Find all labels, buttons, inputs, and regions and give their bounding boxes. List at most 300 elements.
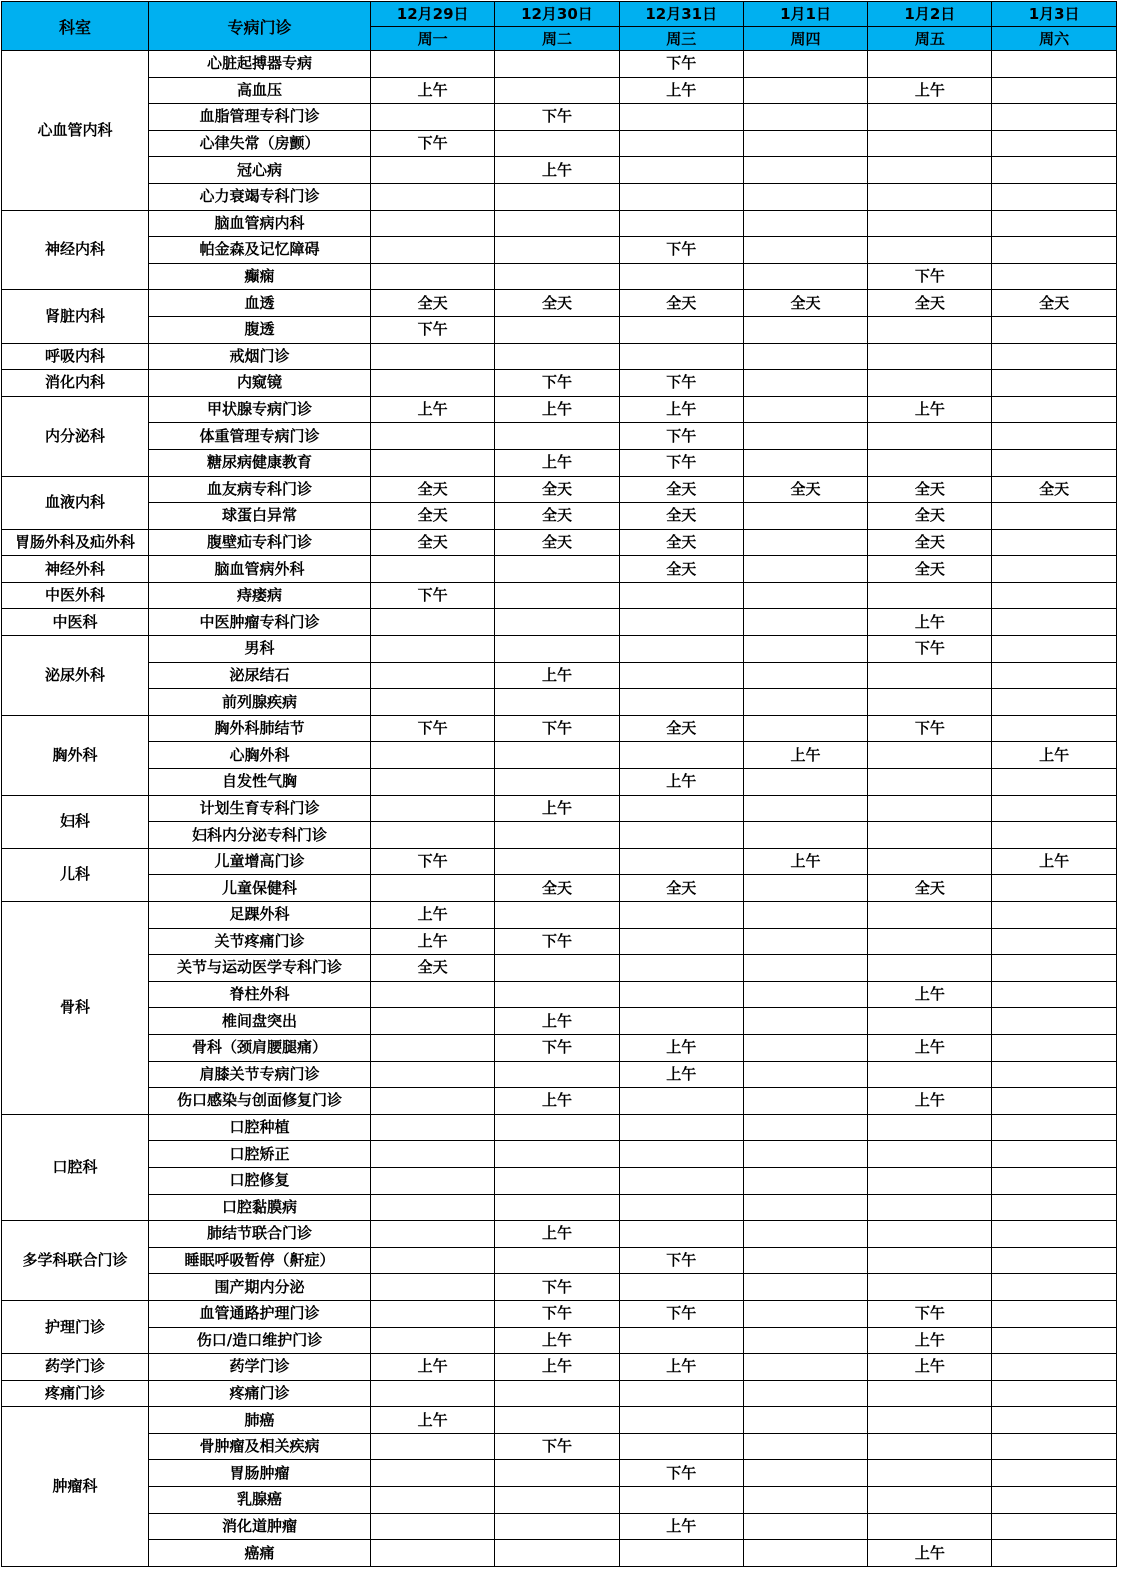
schedule-slot-cell: 全天 <box>992 476 1116 503</box>
table-row <box>2 822 1117 849</box>
schedule-slot-cell <box>868 1167 992 1194</box>
clinic-name-cell: 甲状腺专病门诊 <box>149 396 371 423</box>
schedule-slot-cell: 下午 <box>868 263 992 290</box>
table-row <box>2 449 1117 476</box>
table-row <box>2 51 1117 78</box>
schedule-slot-cell <box>495 1487 619 1514</box>
schedule-slot-cell <box>619 183 743 210</box>
schedule-slot-cell: 上午 <box>495 1354 619 1381</box>
table-row <box>2 689 1117 716</box>
department-cell: 血液内科 <box>2 476 149 529</box>
schedule-slot-cell <box>868 130 992 157</box>
schedule-slot-cell <box>619 1380 743 1407</box>
department-cell: 内分泌科 <box>2 396 149 476</box>
schedule-slot-cell <box>743 636 867 663</box>
schedule-slot-cell <box>619 1327 743 1354</box>
schedule-slot-cell <box>371 1114 495 1141</box>
schedule-slot-cell: 全天 <box>868 556 992 583</box>
schedule-slot-cell <box>495 210 619 237</box>
table-row <box>2 795 1117 822</box>
schedule-slot-cell: 上午 <box>371 1407 495 1434</box>
schedule-slot-cell <box>743 689 867 716</box>
clinic-name-cell: 脊柱外科 <box>149 981 371 1008</box>
schedule-slot-cell <box>868 1380 992 1407</box>
schedule-slot-cell <box>371 822 495 849</box>
schedule-slot-cell: 下午 <box>619 1247 743 1274</box>
schedule-slot-cell <box>992 795 1116 822</box>
schedule-slot-cell <box>743 1407 867 1434</box>
schedule-slot-cell <box>371 1247 495 1274</box>
schedule-slot-cell <box>371 157 495 184</box>
schedule-slot-cell <box>495 848 619 875</box>
schedule-slot-cell <box>371 449 495 476</box>
schedule-slot-cell <box>371 1300 495 1327</box>
table-row <box>2 1061 1117 1088</box>
weekday-header: 周三 <box>619 26 743 51</box>
schedule-slot-cell: 全天 <box>495 875 619 902</box>
schedule-slot-cell <box>868 343 992 370</box>
table-row <box>2 1008 1117 1035</box>
table-row <box>2 1221 1117 1248</box>
schedule-slot-cell <box>992 237 1116 264</box>
clinic-name-cell: 帕金森及记忆障碍 <box>149 237 371 264</box>
schedule-slot-cell <box>743 343 867 370</box>
clinic-name-cell: 伤口感染与创面修复门诊 <box>149 1088 371 1115</box>
schedule-slot-cell <box>619 130 743 157</box>
schedule-slot-cell <box>992 1061 1116 1088</box>
schedule-slot-cell <box>992 1247 1116 1274</box>
schedule-slot-cell <box>868 769 992 796</box>
schedule-slot-cell <box>371 556 495 583</box>
department-cell: 儿科 <box>2 848 149 901</box>
schedule-slot-cell <box>992 370 1116 397</box>
table-row <box>2 1327 1117 1354</box>
schedule-slot-cell <box>743 423 867 450</box>
schedule-slot-cell <box>743 51 867 78</box>
schedule-slot-cell <box>992 1354 1116 1381</box>
table-row <box>2 1247 1117 1274</box>
clinic-name-cell: 冠心病 <box>149 157 371 184</box>
table-row <box>2 370 1117 397</box>
schedule-slot-cell <box>495 955 619 982</box>
schedule-slot-cell <box>743 130 867 157</box>
schedule-slot-cell: 下午 <box>868 1300 992 1327</box>
schedule-slot-cell <box>992 1513 1116 1540</box>
dept-column-header: 科室 <box>2 2 149 51</box>
schedule-slot-cell <box>619 1221 743 1248</box>
table-row <box>2 1487 1117 1514</box>
schedule-slot-cell <box>619 955 743 982</box>
schedule-slot-cell <box>868 1194 992 1221</box>
clinic-name-cell: 血友病专科门诊 <box>149 476 371 503</box>
schedule-slot-cell <box>743 396 867 423</box>
schedule-slot-cell <box>371 609 495 636</box>
schedule-slot-cell <box>371 1460 495 1487</box>
schedule-slot-cell <box>619 157 743 184</box>
date-header: 12月30日 <box>495 2 619 27</box>
schedule-slot-cell <box>992 1274 1116 1301</box>
schedule-slot-cell <box>992 1034 1116 1061</box>
schedule-slot-cell: 上午 <box>868 609 992 636</box>
department-cell: 胃肠外科及疝外科 <box>2 529 149 556</box>
clinic-name-cell: 胸外科肺结节 <box>149 715 371 742</box>
date-header: 1月2日 <box>868 2 992 27</box>
schedule-slot-cell: 下午 <box>371 130 495 157</box>
schedule-slot-cell <box>495 1167 619 1194</box>
schedule-slot-cell <box>992 1460 1116 1487</box>
schedule-slot-cell <box>619 848 743 875</box>
weekday-header: 周二 <box>495 26 619 51</box>
schedule-slot-cell <box>371 875 495 902</box>
schedule-slot-cell <box>371 662 495 689</box>
clinic-name-cell: 关节疼痛门诊 <box>149 928 371 955</box>
department-cell: 疼痛门诊 <box>2 1380 149 1407</box>
schedule-slot-cell: 下午 <box>371 582 495 609</box>
schedule-slot-cell: 上午 <box>495 157 619 184</box>
schedule-slot-cell: 上午 <box>495 795 619 822</box>
schedule-slot-cell <box>743 1460 867 1487</box>
schedule-slot-cell: 下午 <box>495 104 619 131</box>
weekday-header: 周五 <box>868 26 992 51</box>
schedule-slot-cell <box>992 130 1116 157</box>
clinic-name-cell: 妇科内分泌专科门诊 <box>149 822 371 849</box>
schedule-slot-cell <box>743 210 867 237</box>
schedule-slot-cell <box>743 1380 867 1407</box>
schedule-slot-cell <box>371 689 495 716</box>
schedule-slot-cell <box>743 875 867 902</box>
schedule-slot-cell <box>371 1380 495 1407</box>
schedule-slot-cell: 全天 <box>619 529 743 556</box>
department-cell: 中医外科 <box>2 582 149 609</box>
schedule-slot-cell: 全天 <box>619 556 743 583</box>
schedule-slot-cell <box>743 1221 867 1248</box>
schedule-slot-cell: 全天 <box>619 290 743 317</box>
schedule-slot-cell <box>495 130 619 157</box>
schedule-slot-cell <box>743 1354 867 1381</box>
schedule-slot-cell <box>868 237 992 264</box>
clinic-name-cell: 口腔黏膜病 <box>149 1194 371 1221</box>
schedule-slot-cell <box>992 423 1116 450</box>
table-row <box>2 1513 1117 1540</box>
schedule-slot-cell <box>371 210 495 237</box>
weekday-header: 周六 <box>992 26 1116 51</box>
schedule-slot-cell <box>371 1034 495 1061</box>
schedule-slot-cell <box>371 1194 495 1221</box>
schedule-slot-cell <box>743 1327 867 1354</box>
table-row <box>2 1540 1117 1567</box>
schedule-slot-cell: 上午 <box>868 1354 992 1381</box>
clinic-name-cell: 男科 <box>149 636 371 663</box>
schedule-slot-cell: 上午 <box>371 1354 495 1381</box>
schedule-slot-cell <box>992 263 1116 290</box>
schedule-slot-cell <box>743 582 867 609</box>
schedule-slot-cell <box>495 742 619 769</box>
schedule-slot-cell <box>743 715 867 742</box>
schedule-slot-cell <box>992 582 1116 609</box>
schedule-slot-cell: 全天 <box>868 290 992 317</box>
schedule-slot-cell: 上午 <box>495 449 619 476</box>
schedule-slot-cell <box>619 689 743 716</box>
clinic-name-cell: 骨科（颈肩腰腿痛） <box>149 1034 371 1061</box>
clinic-name-cell: 心力衰竭专科门诊 <box>149 183 371 210</box>
schedule-slot-cell: 下午 <box>619 449 743 476</box>
schedule-slot-cell <box>868 449 992 476</box>
schedule-slot-cell <box>743 769 867 796</box>
schedule-slot-cell <box>743 928 867 955</box>
schedule-slot-cell: 全天 <box>371 529 495 556</box>
department-cell: 神经外科 <box>2 556 149 583</box>
schedule-slot-cell <box>868 742 992 769</box>
schedule-slot-cell <box>619 1540 743 1567</box>
table-row <box>2 1141 1117 1168</box>
clinic-name-cell: 血脂管理专科门诊 <box>149 104 371 131</box>
schedule-slot-cell <box>868 370 992 397</box>
schedule-slot-cell <box>495 183 619 210</box>
department-cell: 中医科 <box>2 609 149 636</box>
table-row <box>2 1354 1117 1381</box>
clinic-name-cell: 乳腺癌 <box>149 1487 371 1514</box>
department-cell: 妇科 <box>2 795 149 848</box>
schedule-slot-cell <box>495 1194 619 1221</box>
schedule-slot-cell: 上午 <box>868 981 992 1008</box>
schedule-slot-cell <box>495 636 619 663</box>
schedule-slot-cell: 上午 <box>371 77 495 104</box>
schedule-slot-cell <box>992 396 1116 423</box>
schedule-slot-cell <box>868 210 992 237</box>
schedule-slot-cell <box>619 343 743 370</box>
schedule-slot-cell <box>495 689 619 716</box>
schedule-slot-cell: 上午 <box>868 1327 992 1354</box>
schedule-slot-cell <box>992 1540 1116 1567</box>
table-row <box>2 1274 1117 1301</box>
schedule-slot-cell <box>992 1088 1116 1115</box>
schedule-slot-cell <box>868 662 992 689</box>
schedule-slot-cell <box>743 1114 867 1141</box>
schedule-slot-cell <box>495 1247 619 1274</box>
schedule-slot-cell <box>495 343 619 370</box>
schedule-slot-cell <box>992 343 1116 370</box>
table-row <box>2 529 1117 556</box>
clinic-column-header: 专病门诊 <box>149 2 371 51</box>
clinic-name-cell: 心胸外科 <box>149 742 371 769</box>
schedule-slot-cell <box>495 1114 619 1141</box>
schedule-slot-cell <box>495 316 619 343</box>
date-header: 12月29日 <box>371 2 495 27</box>
schedule-slot-cell: 上午 <box>619 1034 743 1061</box>
schedule-slot-cell <box>619 662 743 689</box>
schedule-slot-cell <box>743 1433 867 1460</box>
schedule-slot-cell <box>743 529 867 556</box>
schedule-slot-cell <box>992 715 1116 742</box>
schedule-slot-cell <box>495 423 619 450</box>
schedule-slot-cell: 上午 <box>619 396 743 423</box>
table-row <box>2 848 1117 875</box>
clinic-name-cell: 癫痫 <box>149 263 371 290</box>
table-row <box>2 77 1117 104</box>
schedule-slot-cell <box>495 77 619 104</box>
department-cell: 多学科联合门诊 <box>2 1221 149 1301</box>
department-cell: 骨科 <box>2 902 149 1115</box>
schedule-slot-cell <box>495 769 619 796</box>
department-cell: 胸外科 <box>2 715 149 795</box>
schedule-slot-cell: 全天 <box>868 875 992 902</box>
schedule-slot-cell <box>495 556 619 583</box>
department-cell: 护理门诊 <box>2 1300 149 1353</box>
schedule-slot-cell: 下午 <box>619 1460 743 1487</box>
schedule-slot-cell <box>619 1407 743 1434</box>
schedule-slot-cell <box>992 981 1116 1008</box>
schedule-slot-cell <box>495 263 619 290</box>
schedule-slot-cell <box>371 1141 495 1168</box>
schedule-slot-cell <box>743 609 867 636</box>
clinic-name-cell: 脑血管病外科 <box>149 556 371 583</box>
schedule-slot-cell <box>868 1460 992 1487</box>
schedule-slot-cell <box>868 1513 992 1540</box>
schedule-slot-cell <box>868 1433 992 1460</box>
clinic-name-cell: 胃肠肿瘤 <box>149 1460 371 1487</box>
schedule-slot-cell <box>868 1487 992 1514</box>
schedule-slot-cell <box>619 316 743 343</box>
schedule-slot-cell <box>495 822 619 849</box>
date-header: 1月3日 <box>992 2 1116 27</box>
schedule-slot-cell <box>371 51 495 78</box>
table-row <box>2 210 1117 237</box>
table-row <box>2 237 1117 264</box>
schedule-slot-cell: 上午 <box>868 396 992 423</box>
clinic-name-cell: 肩膝关节专病门诊 <box>149 1061 371 1088</box>
clinic-name-cell: 骨肿瘤及相关疾病 <box>149 1433 371 1460</box>
clinic-name-cell: 睡眠呼吸暂停（鼾症） <box>149 1247 371 1274</box>
clinic-name-cell: 自发性气胸 <box>149 769 371 796</box>
schedule-slot-cell: 下午 <box>619 51 743 78</box>
schedule-slot-cell <box>992 556 1116 583</box>
schedule-slot-cell: 下午 <box>495 1433 619 1460</box>
schedule-slot-cell: 全天 <box>868 503 992 530</box>
schedule-slot-cell <box>992 636 1116 663</box>
schedule-slot-cell: 全天 <box>495 476 619 503</box>
schedule-slot-cell <box>743 503 867 530</box>
schedule-slot-cell: 全天 <box>495 529 619 556</box>
schedule-slot-cell <box>619 210 743 237</box>
schedule-slot-cell <box>743 263 867 290</box>
schedule-slot-cell <box>992 1167 1116 1194</box>
department-cell: 消化内科 <box>2 370 149 397</box>
schedule-slot-cell <box>868 1008 992 1035</box>
clinic-name-cell: 足踝外科 <box>149 902 371 929</box>
schedule-slot-cell <box>743 902 867 929</box>
schedule-slot-cell <box>371 237 495 264</box>
schedule-slot-cell <box>992 689 1116 716</box>
clinic-name-cell: 癌痛 <box>149 1540 371 1567</box>
schedule-slot-cell <box>992 955 1116 982</box>
schedule-slot-cell <box>495 1513 619 1540</box>
schedule-slot-cell <box>743 1513 867 1540</box>
schedule-slot-cell <box>868 1247 992 1274</box>
schedule-slot-cell <box>371 1433 495 1460</box>
schedule-slot-cell: 下午 <box>371 715 495 742</box>
schedule-slot-cell: 全天 <box>619 875 743 902</box>
clinic-name-cell: 戒烟门诊 <box>149 343 371 370</box>
schedule-slot-cell <box>868 1274 992 1301</box>
schedule-slot-cell <box>619 1274 743 1301</box>
schedule-slot-cell <box>371 1327 495 1354</box>
schedule-slot-cell <box>743 1088 867 1115</box>
clinic-name-cell: 围产期内分泌 <box>149 1274 371 1301</box>
schedule-slot-cell <box>868 955 992 982</box>
schedule-slot-cell <box>992 1327 1116 1354</box>
clinic-name-cell: 口腔种植 <box>149 1114 371 1141</box>
table-header <box>2 2 1117 51</box>
schedule-slot-cell: 全天 <box>371 503 495 530</box>
schedule-slot-cell <box>868 928 992 955</box>
schedule-slot-cell <box>992 1407 1116 1434</box>
schedule-slot-cell: 上午 <box>619 1354 743 1381</box>
clinic-name-cell: 球蛋白异常 <box>149 503 371 530</box>
schedule-slot-cell <box>868 51 992 78</box>
schedule-slot-cell <box>495 1460 619 1487</box>
schedule-slot-cell <box>992 503 1116 530</box>
schedule-slot-cell: 上午 <box>495 396 619 423</box>
schedule-slot-cell: 下午 <box>495 1034 619 1061</box>
schedule-slot-cell <box>371 1274 495 1301</box>
table-body <box>2 51 1117 1567</box>
schedule-slot-cell: 上午 <box>371 396 495 423</box>
schedule-slot-cell <box>743 1274 867 1301</box>
table-row <box>2 715 1117 742</box>
clinic-name-cell: 关节与运动医学专科门诊 <box>149 955 371 982</box>
schedule-slot-cell <box>371 1061 495 1088</box>
schedule-slot-cell: 上午 <box>619 769 743 796</box>
table-row <box>2 636 1117 663</box>
table-row <box>2 423 1117 450</box>
table-row <box>2 1194 1117 1221</box>
schedule-slot-cell <box>619 742 743 769</box>
table-row <box>2 981 1117 1008</box>
schedule-slot-cell <box>992 769 1116 796</box>
schedule-slot-cell <box>619 1433 743 1460</box>
table-row <box>2 769 1117 796</box>
schedule-slot-cell <box>371 1540 495 1567</box>
schedule-slot-cell <box>743 104 867 131</box>
schedule-slot-cell <box>743 1167 867 1194</box>
schedule-slot-cell <box>743 183 867 210</box>
schedule-slot-cell <box>619 104 743 131</box>
schedule-slot-cell <box>619 1008 743 1035</box>
table-row <box>2 503 1117 530</box>
schedule-slot-cell: 下午 <box>371 848 495 875</box>
department-cell: 口腔科 <box>2 1114 149 1220</box>
schedule-slot-cell <box>619 1141 743 1168</box>
schedule-slot-cell <box>992 875 1116 902</box>
schedule-slot-cell: 上午 <box>743 742 867 769</box>
schedule-slot-cell: 全天 <box>619 715 743 742</box>
schedule-slot-cell: 下午 <box>619 423 743 450</box>
schedule-slot-cell <box>619 902 743 929</box>
table-row <box>2 556 1117 583</box>
department-cell: 呼吸内科 <box>2 343 149 370</box>
schedule-slot-cell <box>495 1407 619 1434</box>
schedule-slot-cell <box>371 1221 495 1248</box>
schedule-slot-cell <box>868 1061 992 1088</box>
schedule-slot-cell <box>992 1194 1116 1221</box>
clinic-name-cell: 儿童增高门诊 <box>149 848 371 875</box>
table-row <box>2 1407 1117 1434</box>
schedule-slot-cell: 上午 <box>992 742 1116 769</box>
schedule-slot-cell <box>495 1061 619 1088</box>
schedule-slot-cell <box>992 822 1116 849</box>
schedule-slot-cell: 上午 <box>868 1088 992 1115</box>
clinic-name-cell: 药学门诊 <box>149 1354 371 1381</box>
